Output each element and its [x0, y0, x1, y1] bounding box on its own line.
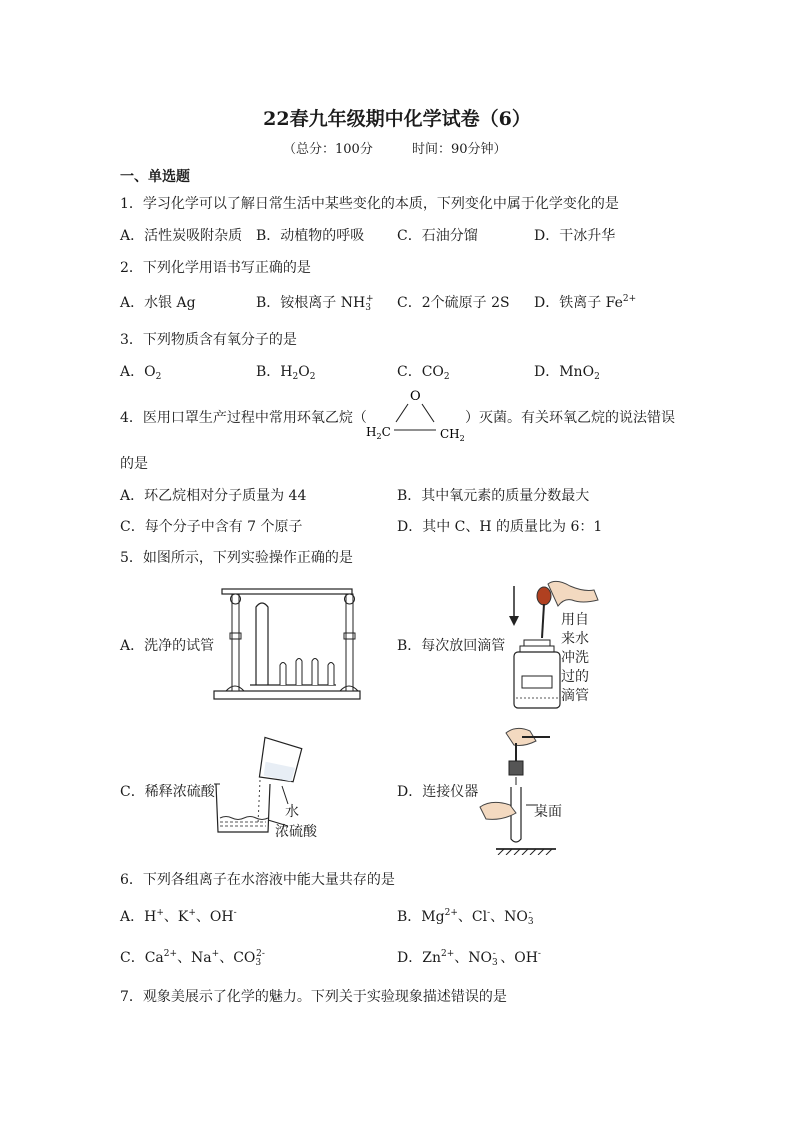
ammonium-subscript: 3 [365, 303, 371, 313]
connect-apparatus-figure [476, 725, 562, 855]
test-tube-rack-figure [212, 585, 362, 705]
q4-option-a: A．环乙烷相对分子质量为 44 [120, 488, 307, 504]
dropper-note: 用自 来水 冲洗 过的 滴管 [561, 612, 589, 704]
water-label: 水 [285, 804, 299, 820]
q4-option-c: C．每个分子中含有 7 个原子 [120, 519, 303, 535]
q3-option-a: A．$O_2$ [120, 364, 162, 382]
question-4-stem-cont: 的是 [120, 456, 148, 472]
q4-option-d: D．其中 C、H 的质量比为 6：1 [397, 519, 603, 535]
total-score: （总分：100分 [283, 142, 373, 157]
q2-option-c: C．2个硫原子 2S [397, 295, 510, 311]
question-4-stem-end: ）灭菌。有关环氧乙烷的说法错误 [465, 410, 675, 426]
q3-option-d: D．MnO$_2$ [534, 364, 600, 382]
q5-option-d: D．连接仪器 [397, 784, 479, 800]
acid-label: 浓硫酸 [275, 824, 317, 840]
structure-right-carbon: $CH_2$ [440, 427, 465, 443]
question-1-stem: 1．学习化学可以了解日常生活中某些变化的本质，下列变化中属于化学变化的是 [120, 196, 619, 212]
structure-oxygen: O [410, 389, 421, 404]
iron-charge: 2+ [622, 294, 637, 304]
q2-option-a: A．水银 Ag [120, 295, 196, 311]
q1-option-d: D．干冰升华 [534, 228, 616, 244]
q2-option-d: D．铁离子 $Fe^{2+}$ [534, 294, 637, 311]
question-2-stem: 2．下列化学用语书写正确的是 [120, 260, 311, 276]
q5-option-a: A．洗净的试管 [120, 638, 215, 654]
question-4-stem-start: 4．医用口罩生产过程中常用环氧乙烷（ [120, 410, 367, 426]
q2-option-b: B．铵根离子 $NH_3^+$ [256, 294, 374, 313]
question-7-stem: 7．观象美展示了化学的魅力。下列关于实验现象描述错误的是 [120, 989, 507, 1005]
q1-option-a: A．活性炭吸附杂质 [120, 228, 243, 244]
q6-option-a: A．H+、K+、OH- [120, 908, 237, 925]
q3-option-c: C．$CO_2$ [397, 364, 450, 382]
structure-left-carbon: $H_2C$ [366, 425, 391, 441]
ethylene-oxide-structure [362, 386, 472, 444]
page-title: 22春九年级期中化学试卷（6） [263, 108, 531, 130]
q6-option-c: C．$Ca^{2+}$、Na+、$CO_3^{2-}$ [120, 949, 265, 968]
q6-option-b: B．$Mg^{2+}$、Cl-、$NO_3^-$ [397, 908, 534, 927]
q5-option-c: C．稀释浓硫酸 [120, 784, 215, 800]
table-label: 桌面 [534, 804, 562, 820]
q1-option-b: B．动植物的呼吸 [256, 228, 365, 244]
question-5-stem: 5．如图所示，下列实验操作正确的是 [120, 550, 353, 566]
question-3-stem: 3．下列物质含有氧分子的是 [120, 332, 297, 348]
q5-option-b: B．每次放回滴管 [397, 638, 506, 654]
exam-time: 时间：90分钟） [412, 142, 507, 157]
q6-option-d: D．$Zn^{2+}$、$NO_3^-$ 、OH- [397, 949, 541, 968]
question-6-stem: 6．下列各组离子在水溶液中能大量共存的是 [120, 872, 395, 888]
q4-option-b: B．其中氧元素的质量分数最大 [397, 488, 590, 504]
q1-option-c: C．石油分馏 [397, 228, 478, 244]
q3-option-b: B．$H_2O_2$ [256, 364, 316, 382]
section-heading: 一、单选题 [120, 169, 190, 185]
